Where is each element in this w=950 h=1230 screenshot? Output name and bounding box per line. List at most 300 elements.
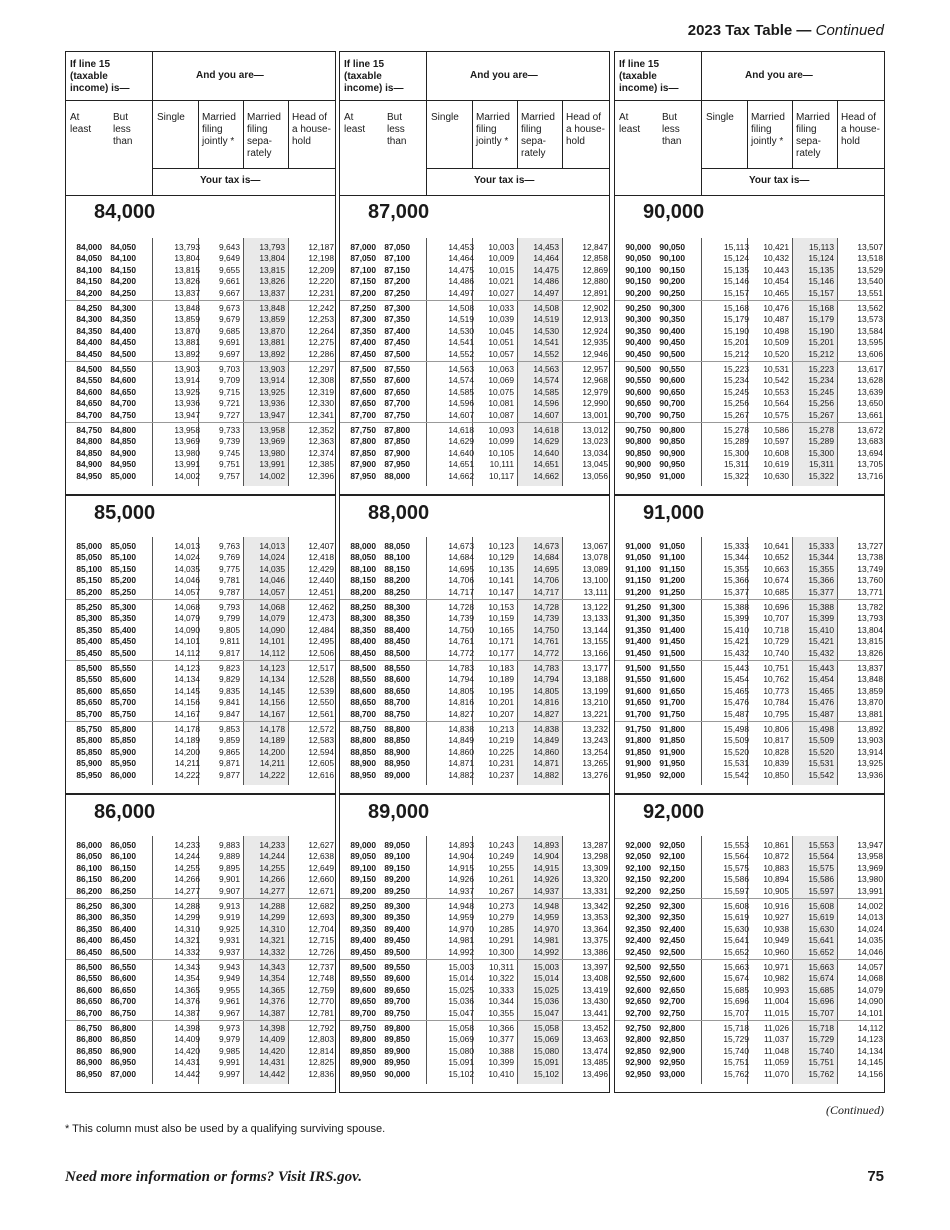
cell-head-of-household-tax: 13,518 (857, 253, 883, 264)
cell-at-least: 85,650 (76, 697, 102, 708)
cell-at-least: 92,700 (625, 1007, 651, 1018)
cell-married-jointly-tax: 10,443 (763, 264, 789, 275)
cell-married-jointly-tax: 10,707 (763, 613, 789, 624)
table-row (340, 613, 609, 624)
cell-single-tax: 13,947 (174, 409, 200, 420)
group-divider (66, 898, 335, 899)
cell-at-least: 87,300 (350, 314, 376, 325)
table-row (340, 575, 609, 586)
cell-married-separately-tax: 15,652 (808, 946, 834, 957)
cell-single-tax: 14,838 (448, 724, 474, 734)
table-row (66, 349, 335, 360)
cell-married-separately-tax: 15,531 (808, 758, 834, 769)
cell-married-separately-tax: 14,332 (259, 946, 285, 957)
cell-single-tax: 15,179 (723, 314, 749, 325)
cell-but-less-than: 84,900 (110, 447, 136, 458)
cell-but-less-than: 84,600 (110, 375, 136, 386)
cell-but-less-than: 84,200 (110, 276, 136, 287)
cell-married-separately-tax: 15,179 (808, 314, 834, 325)
cell-at-least: 87,600 (350, 386, 376, 397)
cell-head-of-household-tax: 13,287 (582, 840, 608, 850)
cell-single-tax: 13,793 (174, 242, 200, 252)
cell-at-least: 86,400 (76, 935, 102, 946)
cell-married-jointly-tax: 10,344 (488, 996, 514, 1007)
cell-head-of-household-tax: 13,474 (582, 1045, 608, 1056)
cell-single-tax: 14,552 (448, 348, 474, 359)
header-rule (66, 100, 152, 101)
table-row (615, 851, 884, 862)
cell-at-least: 90,650 (625, 398, 651, 409)
cell-but-less-than: 84,750 (110, 409, 136, 420)
row-group (615, 962, 884, 1023)
cell-but-less-than: 88,100 (384, 552, 410, 563)
cell-single-tax: 14,574 (448, 375, 474, 386)
table-row (615, 625, 884, 636)
cell-head-of-household-tax: 13,221 (582, 708, 608, 719)
cell-married-jointly-tax: 9,775 (219, 563, 240, 574)
cell-head-of-household-tax: 13,375 (582, 935, 608, 946)
header-but-less-than: But less than (387, 112, 407, 147)
column-header (340, 52, 609, 196)
table-row (340, 326, 609, 337)
cell-head-of-household-tax: 13,606 (857, 348, 883, 359)
table-row (615, 674, 884, 685)
cell-married-jointly-tax: 9,943 (219, 962, 240, 972)
cell-but-less-than: 92,800 (659, 1023, 685, 1033)
cell-at-least: 91,050 (625, 552, 651, 563)
cell-single-tax: 14,002 (174, 470, 200, 481)
cell-single-tax: 15,212 (723, 348, 749, 359)
cell-at-least: 84,500 (76, 364, 102, 374)
cell-but-less-than: 85,500 (110, 647, 136, 658)
cell-at-least: 90,350 (625, 325, 651, 336)
cell-head-of-household-tax: 13,826 (857, 647, 883, 658)
cell-but-less-than: 88,400 (384, 624, 410, 635)
cell-at-least: 92,400 (625, 935, 651, 946)
cell-head-of-household-tax: 13,342 (582, 901, 608, 911)
cell-head-of-household-tax: 13,353 (582, 912, 608, 923)
header-but-less-than: But less than (113, 112, 133, 147)
cell-head-of-household-tax: 12,638 (308, 851, 334, 862)
cell-head-of-household-tax: 12,385 (308, 459, 334, 470)
cell-but-less-than: 92,950 (659, 1057, 685, 1068)
cell-married-separately-tax: 15,432 (808, 647, 834, 658)
cell-married-jointly-tax: 9,661 (219, 276, 240, 287)
cell-married-jointly-tax: 10,219 (488, 735, 514, 746)
cell-married-jointly-tax: 9,865 (219, 746, 240, 757)
cell-at-least: 84,650 (76, 398, 102, 409)
cell-married-separately-tax: 14,068 (259, 602, 285, 612)
cell-head-of-household-tax: 13,804 (857, 624, 883, 635)
cell-at-least: 84,750 (76, 425, 102, 435)
cell-head-of-household-tax: 13,958 (857, 851, 883, 862)
cell-at-least: 86,300 (76, 912, 102, 923)
cell-single-tax: 15,124 (723, 253, 749, 264)
cell-single-tax: 14,222 (174, 769, 200, 780)
cell-single-tax: 15,476 (723, 697, 749, 708)
cell-married-separately-tax: 14,585 (533, 386, 559, 397)
cell-at-least: 84,000 (76, 242, 102, 252)
cell-single-tax: 14,805 (448, 685, 474, 696)
cell-married-separately-tax: 14,233 (259, 840, 285, 850)
cell-married-separately-tax: 13,914 (259, 375, 285, 386)
cell-single-tax: 14,585 (448, 386, 474, 397)
cell-but-less-than: 92,350 (659, 912, 685, 923)
cell-married-separately-tax: 15,509 (808, 735, 834, 746)
cell-married-separately-tax: 14,145 (259, 685, 285, 696)
group-divider (66, 660, 335, 661)
cell-head-of-household-tax: 12,242 (308, 303, 334, 313)
cell-but-less-than: 89,000 (384, 769, 410, 780)
cell-single-tax: 15,278 (723, 425, 749, 435)
table-row (340, 962, 609, 973)
cell-married-jointly-tax: 10,093 (488, 425, 514, 435)
cell-married-separately-tax: 15,487 (808, 708, 834, 719)
cell-married-separately-tax: 14,464 (533, 253, 559, 264)
cell-but-less-than: 87,000 (110, 1068, 136, 1079)
cell-head-of-household-tax: 12,264 (308, 325, 334, 336)
cell-single-tax: 15,102 (448, 1068, 474, 1079)
cell-single-tax: 13,892 (174, 348, 200, 359)
cell-head-of-household-tax: 13,166 (582, 647, 608, 658)
cell-at-least: 84,200 (76, 287, 102, 298)
cell-but-less-than: 92,000 (659, 769, 685, 780)
table-row (66, 288, 335, 299)
cell-but-less-than: 85,600 (110, 674, 136, 685)
cell-single-tax: 14,981 (448, 935, 474, 946)
cell-at-least: 88,900 (350, 758, 376, 769)
cell-head-of-household-tax: 13,067 (582, 541, 608, 551)
cell-married-separately-tax: 15,234 (808, 375, 834, 386)
table-row (340, 648, 609, 659)
cell-married-separately-tax: 13,969 (259, 436, 285, 447)
cell-married-jointly-tax: 10,949 (763, 935, 789, 946)
cell-married-jointly-tax: 9,769 (219, 552, 240, 563)
cell-married-jointly-tax: 9,781 (219, 575, 240, 586)
table-row (615, 375, 884, 386)
cell-head-of-household-tax: 13,243 (582, 735, 608, 746)
cell-but-less-than: 92,050 (659, 840, 685, 850)
cell-head-of-household-tax: 12,473 (308, 613, 334, 624)
cell-but-less-than: 91,300 (659, 602, 685, 612)
cell-married-jointly-tax: 9,931 (219, 935, 240, 946)
cell-head-of-household-tax: 12,858 (582, 253, 608, 264)
cell-but-less-than: 91,250 (659, 586, 685, 597)
thousand-label: 90,000 (643, 201, 705, 223)
cell-single-tax: 14,079 (174, 613, 200, 624)
cell-married-separately-tax: 14,398 (259, 1023, 285, 1033)
cell-single-tax: 13,826 (174, 276, 200, 287)
cell-single-tax: 15,168 (723, 303, 749, 313)
cell-but-less-than: 85,000 (110, 470, 136, 481)
cell-at-least: 84,300 (76, 314, 102, 325)
header-rule (517, 100, 518, 168)
cell-married-jointly-tax: 9,877 (219, 769, 240, 780)
table-row (615, 874, 884, 885)
table-row (615, 663, 884, 674)
cell-married-separately-tax: 15,322 (808, 470, 834, 481)
cell-married-separately-tax: 14,684 (533, 552, 559, 563)
row-group (66, 663, 335, 724)
cell-single-tax: 15,531 (723, 758, 749, 769)
cell-married-jointly-tax: 10,255 (488, 862, 514, 873)
cell-married-separately-tax: 14,431 (259, 1057, 285, 1068)
thousand-heading (66, 195, 335, 229)
cell-head-of-household-tax: 12,759 (308, 984, 334, 995)
cell-at-least: 84,950 (76, 470, 102, 481)
cell-but-less-than: 87,300 (384, 303, 410, 313)
cell-married-separately-tax: 14,310 (259, 923, 285, 934)
cell-single-tax: 15,245 (723, 386, 749, 397)
cell-but-less-than: 84,150 (110, 264, 136, 275)
group-divider (66, 422, 335, 423)
cell-married-jointly-tax: 10,883 (763, 862, 789, 873)
cell-married-jointly-tax: 10,129 (488, 552, 514, 563)
cell-head-of-household-tax: 12,495 (308, 636, 334, 647)
table-row (615, 758, 884, 769)
cell-but-less-than: 85,200 (110, 575, 136, 586)
cell-but-less-than: 88,050 (384, 541, 410, 551)
cell-married-jointly-tax: 10,718 (763, 624, 789, 635)
cell-married-separately-tax: 15,113 (809, 242, 834, 252)
cell-single-tax: 15,091 (448, 1057, 474, 1068)
cell-at-least: 86,600 (76, 984, 102, 995)
table-row (66, 1023, 335, 1034)
cell-at-least: 85,600 (76, 685, 102, 696)
cell-married-jointly-tax: 10,861 (763, 840, 789, 850)
cell-single-tax: 13,815 (174, 264, 200, 275)
table-row (615, 541, 884, 552)
cell-married-separately-tax: 15,256 (808, 398, 834, 409)
cell-head-of-household-tax: 12,726 (308, 946, 334, 957)
table-row (340, 337, 609, 348)
cell-but-less-than: 85,750 (110, 708, 136, 719)
table-row (340, 552, 609, 563)
cell-single-tax: 14,871 (448, 758, 474, 769)
cell-single-tax: 15,454 (723, 674, 749, 685)
cell-but-less-than: 86,350 (110, 912, 136, 923)
header-your-tax-is: Your tax is— (474, 175, 535, 186)
cell-married-jointly-tax: 10,311 (489, 962, 514, 972)
cell-at-least: 86,500 (76, 962, 102, 972)
cell-at-least: 85,750 (76, 724, 102, 734)
page-number: 75 (867, 1168, 884, 1185)
table-row (66, 564, 335, 575)
cell-married-separately-tax: 15,003 (533, 962, 559, 972)
header-your-tax-is: Your tax is— (749, 175, 810, 186)
cell-married-jointly-tax: 11,015 (764, 1007, 789, 1018)
table-row (66, 747, 335, 758)
cell-but-less-than: 91,000 (659, 470, 685, 481)
cell-but-less-than: 84,100 (110, 253, 136, 264)
row-group (615, 425, 884, 486)
cell-head-of-household-tax: 13,177 (582, 663, 608, 673)
page-header (688, 22, 884, 39)
cell-married-jointly-tax: 11,026 (764, 1023, 789, 1033)
cell-head-of-household-tax: 12,275 (308, 337, 334, 348)
cell-at-least: 91,650 (625, 697, 651, 708)
cell-married-separately-tax: 14,200 (259, 746, 285, 757)
cell-married-jointly-tax: 10,015 (488, 264, 514, 275)
cell-head-of-household-tax: 13,188 (582, 674, 608, 685)
cell-but-less-than: 86,200 (110, 874, 136, 885)
cell-head-of-household-tax: 13,584 (857, 325, 883, 336)
cell-single-tax: 13,870 (174, 325, 200, 336)
column-header (66, 52, 335, 196)
cell-married-separately-tax: 15,685 (808, 984, 834, 995)
cell-at-least: 92,750 (625, 1023, 651, 1033)
cell-married-separately-tax: 14,112 (260, 647, 285, 658)
cell-but-less-than: 84,650 (110, 386, 136, 397)
cell-head-of-household-tax: 13,683 (857, 436, 883, 447)
cell-head-of-household-tax: 12,407 (308, 541, 334, 551)
cell-married-jointly-tax: 10,531 (763, 364, 789, 374)
cell-married-separately-tax: 13,903 (259, 364, 285, 374)
table-row (340, 686, 609, 697)
cell-married-separately-tax: 14,013 (259, 541, 285, 551)
cell-but-less-than: 89,900 (384, 1045, 410, 1056)
cell-at-least: 90,800 (625, 436, 651, 447)
table-row (615, 265, 884, 276)
cell-married-separately-tax: 15,146 (808, 276, 834, 287)
cell-married-separately-tax: 14,123 (259, 663, 285, 673)
cell-head-of-household-tax: 12,198 (308, 253, 334, 264)
cell-married-jointly-tax: 9,859 (219, 735, 240, 746)
header-rule (747, 100, 748, 168)
bracket-rows (66, 541, 335, 785)
cell-at-least: 90,600 (625, 386, 651, 397)
cell-married-separately-tax: 14,772 (533, 647, 559, 658)
cell-married-jointly-tax: 10,322 (488, 973, 514, 984)
table-row (340, 735, 609, 746)
cell-head-of-household-tax: 12,781 (308, 1007, 334, 1018)
cell-married-jointly-tax: 9,847 (219, 708, 240, 719)
cell-at-least: 91,300 (625, 613, 651, 624)
cell-married-separately-tax: 15,641 (808, 935, 834, 946)
table-row (615, 1008, 884, 1019)
cell-married-jointly-tax: 10,057 (488, 348, 514, 359)
cell-single-tax: 15,553 (723, 840, 749, 850)
cell-single-tax: 14,629 (448, 436, 474, 447)
cell-single-tax: 13,859 (174, 314, 200, 325)
cell-single-tax: 14,200 (174, 746, 200, 757)
cell-married-jointly-tax: 10,982 (763, 973, 789, 984)
cell-but-less-than: 89,450 (384, 935, 410, 946)
table-row (66, 686, 335, 697)
cell-but-less-than: 92,550 (659, 962, 685, 972)
cell-head-of-household-tax: 13,529 (857, 264, 883, 275)
cell-at-least: 86,150 (76, 874, 102, 885)
cell-at-least: 90,200 (625, 287, 651, 298)
cell-married-jointly-tax: 9,799 (219, 613, 240, 624)
cell-single-tax: 15,366 (723, 575, 749, 586)
table-row (340, 625, 609, 636)
cell-married-jointly-tax: 10,839 (763, 758, 789, 769)
cell-at-least: 87,850 (350, 447, 376, 458)
table-row (615, 349, 884, 360)
group-divider (66, 599, 335, 600)
cell-single-tax: 14,046 (174, 575, 200, 586)
header-single: Single (431, 112, 459, 123)
cell-but-less-than: 88,900 (384, 746, 410, 757)
cell-single-tax: 14,321 (174, 935, 200, 946)
cell-single-tax: 14,915 (448, 862, 474, 873)
cell-at-least: 89,500 (350, 962, 376, 972)
cell-at-least: 84,900 (76, 459, 102, 470)
cell-at-least: 88,100 (350, 563, 376, 574)
cell-single-tax: 14,442 (174, 1068, 200, 1079)
cell-but-less-than: 86,800 (110, 1023, 136, 1033)
cell-head-of-household-tax: 13,232 (582, 724, 608, 734)
cell-at-least: 89,750 (350, 1023, 376, 1033)
cell-single-tax: 14,673 (448, 541, 474, 551)
cell-head-of-household-tax: 13,430 (582, 996, 608, 1007)
cell-married-jointly-tax: 9,649 (219, 253, 240, 264)
cell-head-of-household-tax: 14,101 (857, 1007, 883, 1018)
table-row (340, 663, 609, 674)
cell-but-less-than: 85,850 (110, 735, 136, 746)
cell-married-separately-tax: 15,740 (808, 1045, 834, 1056)
cell-married-jointly-tax: 9,763 (219, 541, 240, 551)
cell-but-less-than: 86,950 (110, 1057, 136, 1068)
cell-married-jointly-tax: 10,117 (489, 470, 514, 481)
cell-married-separately-tax: 15,399 (808, 613, 834, 624)
thousand-label: 88,000 (368, 502, 430, 524)
group-divider (615, 959, 884, 960)
cell-but-less-than: 91,500 (659, 647, 685, 658)
cell-married-jointly-tax: 9,973 (219, 1023, 240, 1033)
header-head-of-household: Head of a house- hold (841, 112, 880, 147)
cell-married-separately-tax: 15,674 (808, 973, 834, 984)
cell-married-jointly-tax: 10,421 (763, 242, 789, 252)
cell-married-jointly-tax: 10,773 (763, 685, 789, 696)
group-divider (340, 898, 609, 899)
row-group (340, 303, 609, 364)
cell-single-tax: 15,355 (723, 563, 749, 574)
cell-but-less-than: 85,650 (110, 685, 136, 696)
thousand-heading (66, 494, 335, 530)
cell-single-tax: 14,123 (174, 663, 200, 673)
cell-head-of-household-tax: 13,023 (582, 436, 608, 447)
header-rule (288, 100, 289, 168)
table-row (66, 985, 335, 996)
cell-head-of-household-tax: 12,583 (308, 735, 334, 746)
cell-single-tax: 15,003 (448, 962, 474, 972)
cell-but-less-than: 88,650 (384, 685, 410, 696)
table-row (340, 602, 609, 613)
cell-married-separately-tax: 14,563 (533, 364, 559, 374)
table-row (615, 552, 884, 563)
cell-single-tax: 14,464 (448, 253, 474, 264)
row-group (66, 962, 335, 1023)
cell-married-separately-tax: 14,244 (259, 851, 285, 862)
cell-but-less-than: 91,850 (659, 735, 685, 746)
cell-married-separately-tax: 15,311 (809, 459, 834, 470)
cell-head-of-household-tax: 12,671 (308, 885, 334, 896)
table-row (66, 459, 335, 470)
footer-link-text: Need more information or forms? Visit IRS.gov. (65, 1169, 362, 1185)
cell-head-of-household-tax: 13,947 (857, 840, 883, 850)
row-group (66, 303, 335, 364)
cell-head-of-household-tax: 13,397 (582, 962, 608, 972)
cell-head-of-household-tax: 13,815 (857, 636, 883, 647)
cell-but-less-than: 88,200 (384, 575, 410, 586)
cell-married-separately-tax: 14,101 (259, 636, 285, 647)
cell-single-tax: 15,663 (723, 962, 749, 972)
cell-at-least: 86,450 (76, 946, 102, 957)
cell-but-less-than: 88,600 (384, 674, 410, 685)
cell-married-jointly-tax: 9,907 (219, 885, 240, 896)
